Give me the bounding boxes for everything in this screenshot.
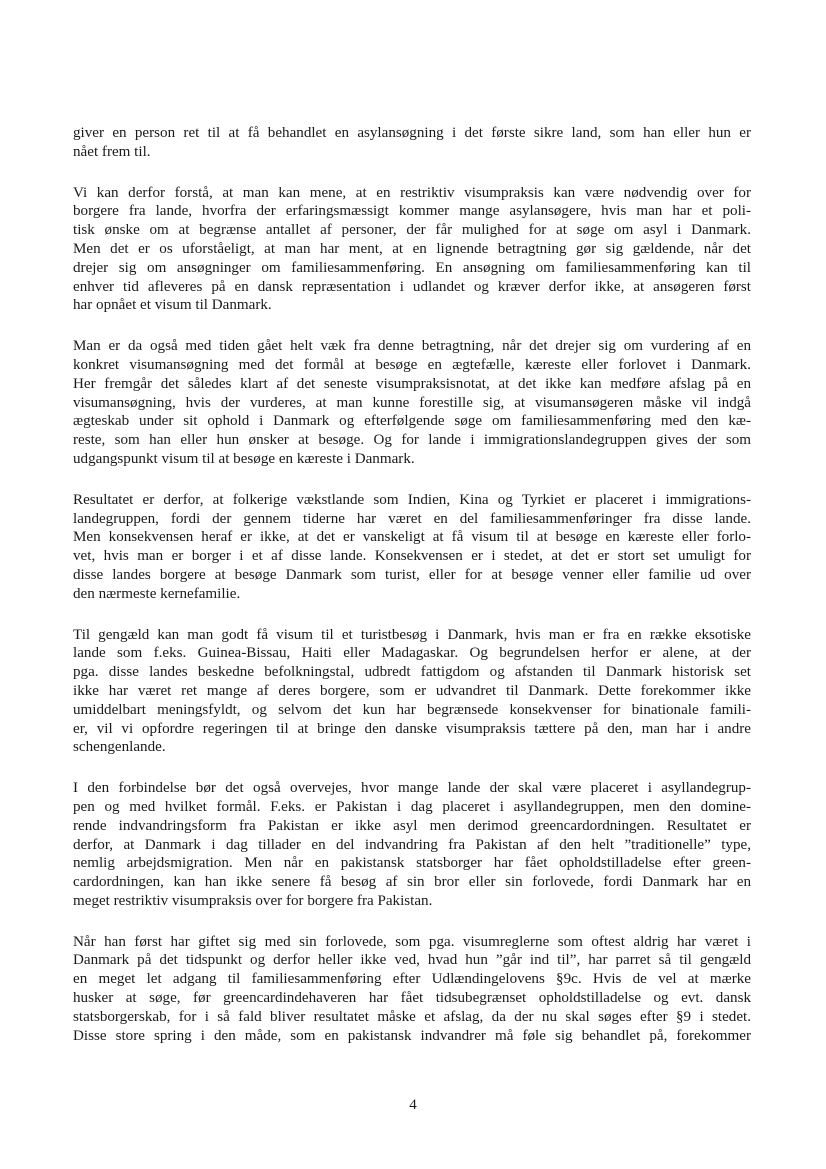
- text-line: har opnået et visum til Danmark.: [73, 297, 272, 314]
- text-line: er, vil vi opfordre regeringen til at bringe den danske visumpraksis tættere på den, man har i andre: [73, 720, 751, 737]
- text-line: vet, hvis man er borger i et af disse lande. Konsekvensen er i stedet, at det er stort set umuligt for: [73, 548, 751, 565]
- text-line: ikke har været ret mange af deres borgere, som er udvandret til Danmark. Dette forekommer ikke: [73, 682, 751, 699]
- text-line: umiddelbart meningsfyldt, og selvom det kun har begrænsede konsekvenser for binationale famili-: [73, 701, 751, 718]
- text-line: enhver tid afleveres på en dansk repræsentation i udlandet og kræver derfor ikke, at ansøgeren først: [73, 278, 751, 295]
- text-line: schengenlande.: [73, 739, 166, 756]
- text-line: nemlig arbejdsmigration. Men når en pakistansk statsborger har fået opholdstilladelse efter green-: [73, 855, 751, 872]
- text-line: Resultatet er derfor, at folkerige vækstlande som Indien, Kina og Tyrkiet er placeret i immigrations-: [73, 491, 751, 508]
- text-line: pen og med hvilket formål. F.eks. er Pakistan i dag placeret i asyllandegruppen, men den domine-: [73, 798, 751, 815]
- paragraph: [73, 124, 751, 162]
- text-line: pga. disse landes beskedne befolkningstal, udbredt fattigdom og afstanden til Danmark historisk set: [73, 664, 751, 681]
- text-line: disse landes borgere at besøge Danmark som turist, eller for at besøge venner eller familie ud over: [73, 566, 751, 583]
- text-line: Når han først har giftet sig med sin forlovede, som pga. visumreglerne som oftest aldrig har været i: [73, 933, 751, 950]
- text-line: landegruppen, fordi der gennem tiderne har været en del familiesammenføringer fra disse lande.: [73, 510, 751, 527]
- text-line: udgangspunkt visum til at besøge en kæreste i Danmark.: [73, 450, 415, 467]
- text-line: visumansøgning, hvis der vurderes, at man kunne forestille sig, at visumansøgeren måske vil indgå: [73, 394, 751, 411]
- text-line: nået frem til.: [73, 143, 151, 160]
- text-line: Man er da også med tiden gået helt væk fra denne betragtning, når det drejer sig om vurdering af en: [73, 338, 751, 355]
- text-line: Disse store spring i den måde, som en pakistansk indvandrer må føle sig behandlet på, forekommer: [73, 1027, 751, 1044]
- text-line: Til gengæld kan man godt få visum til et turistbesøg i Danmark, hvis man er fra en række eksotiske: [73, 626, 751, 643]
- paragraph: [73, 491, 751, 604]
- paragraph: [73, 933, 751, 1046]
- text-line: ægteskab under sit ophold i Danmark og efterfølgende søge om familiesammenføring med den kæ-: [73, 413, 751, 430]
- text-line: statsborgerskab, for i så fald bliver resultatet måske et afslag, da der nu skal søges efter §9 i stedet.: [73, 1008, 751, 1025]
- text-line: I den forbindelse bør det også overvejes, hvor mange lande der skal være placeret i asyllandegrup-: [73, 780, 751, 797]
- paragraph: [73, 779, 751, 911]
- text-line: Danmark på det tidspunkt og derfor heller ikke ved, hvad hun ”går ind til”, har parret så til gengæld: [73, 952, 751, 969]
- body-text: [73, 124, 751, 1067]
- text-line: derfor, at Danmark i dag tillader en del indvandring fra Pakistan af den helt ”traditionelle” type,: [73, 836, 751, 853]
- text-line: cardordningen, kan han ikke senere få besøg af sin bror eller sin forlovede, fordi Danmark har en: [73, 874, 751, 891]
- text-line: lande som f.eks. Guinea-Bissau, Haiti eller Madagaskar. Og begrundelsen herfor er alene, at der: [73, 645, 751, 662]
- paragraph: [73, 626, 751, 758]
- page-number: 4: [409, 1097, 417, 1113]
- text-line: en meget let adgang til familiesammenføring efter Udlændingelovens §9c. Hvis de vel at mærke: [73, 971, 751, 988]
- text-line: Men det er os uforståeligt, at man har ment, at en lignende betragtning gør sig gældende, når det: [73, 240, 751, 257]
- paragraph: [73, 337, 751, 469]
- text-line: husker at søge, før greencardindehaveren har fået tidsubegrænset opholdstilladelse og evt. dansk: [73, 990, 751, 1007]
- text-line: giver en person ret til at få behandlet en asylansøgning i det første sikre land, som han eller hun er: [73, 125, 751, 141]
- text-line: konkret visumansøgning med det formål at besøge en ægtefælle, kæreste eller forlovet i Danmark.: [73, 356, 751, 373]
- text-line: Vi kan derfor forstå, at man kan mene, at en restriktiv visumpraksis kan være nødvendig over for: [73, 184, 751, 201]
- paragraph: [73, 184, 751, 316]
- text-line: den nærmeste kernefamilie.: [73, 585, 241, 602]
- text-line: borgere fra lande, hvorfra der erfaringsmæssigt kommer mange asylansøgere, hvis man har et poli-: [73, 203, 751, 220]
- text-line: tisk ønske om at begrænse antallet af personer, der får mulighed for at søge om asyl i Danmark.: [73, 222, 751, 239]
- text-line: drejer sig om ansøgninger om familiesammenføring. En ansøgning om familiesammenføring kan til: [73, 259, 751, 276]
- text-line: meget restriktiv visumpraksis over for borgere fra Pakistan.: [73, 892, 433, 909]
- text-line: rende indvandringsform fra Pakistan er ikke asyl men derimod greencardordningen. Resultatet er: [73, 817, 751, 834]
- text-line: Her fremgår det således klart af det seneste visumpraksisnotat, at det ikke kan medføre afslag på en: [73, 375, 751, 392]
- text-line: Men konsekvensen heraf er ikke, at det er vanskeligt at få visum til at besøge en kæreste eller forlo-: [73, 529, 751, 546]
- text-line: reste, som han eller hun ønsker at besøge. Og for lande i immigrationslandegruppen gives der som: [73, 432, 751, 449]
